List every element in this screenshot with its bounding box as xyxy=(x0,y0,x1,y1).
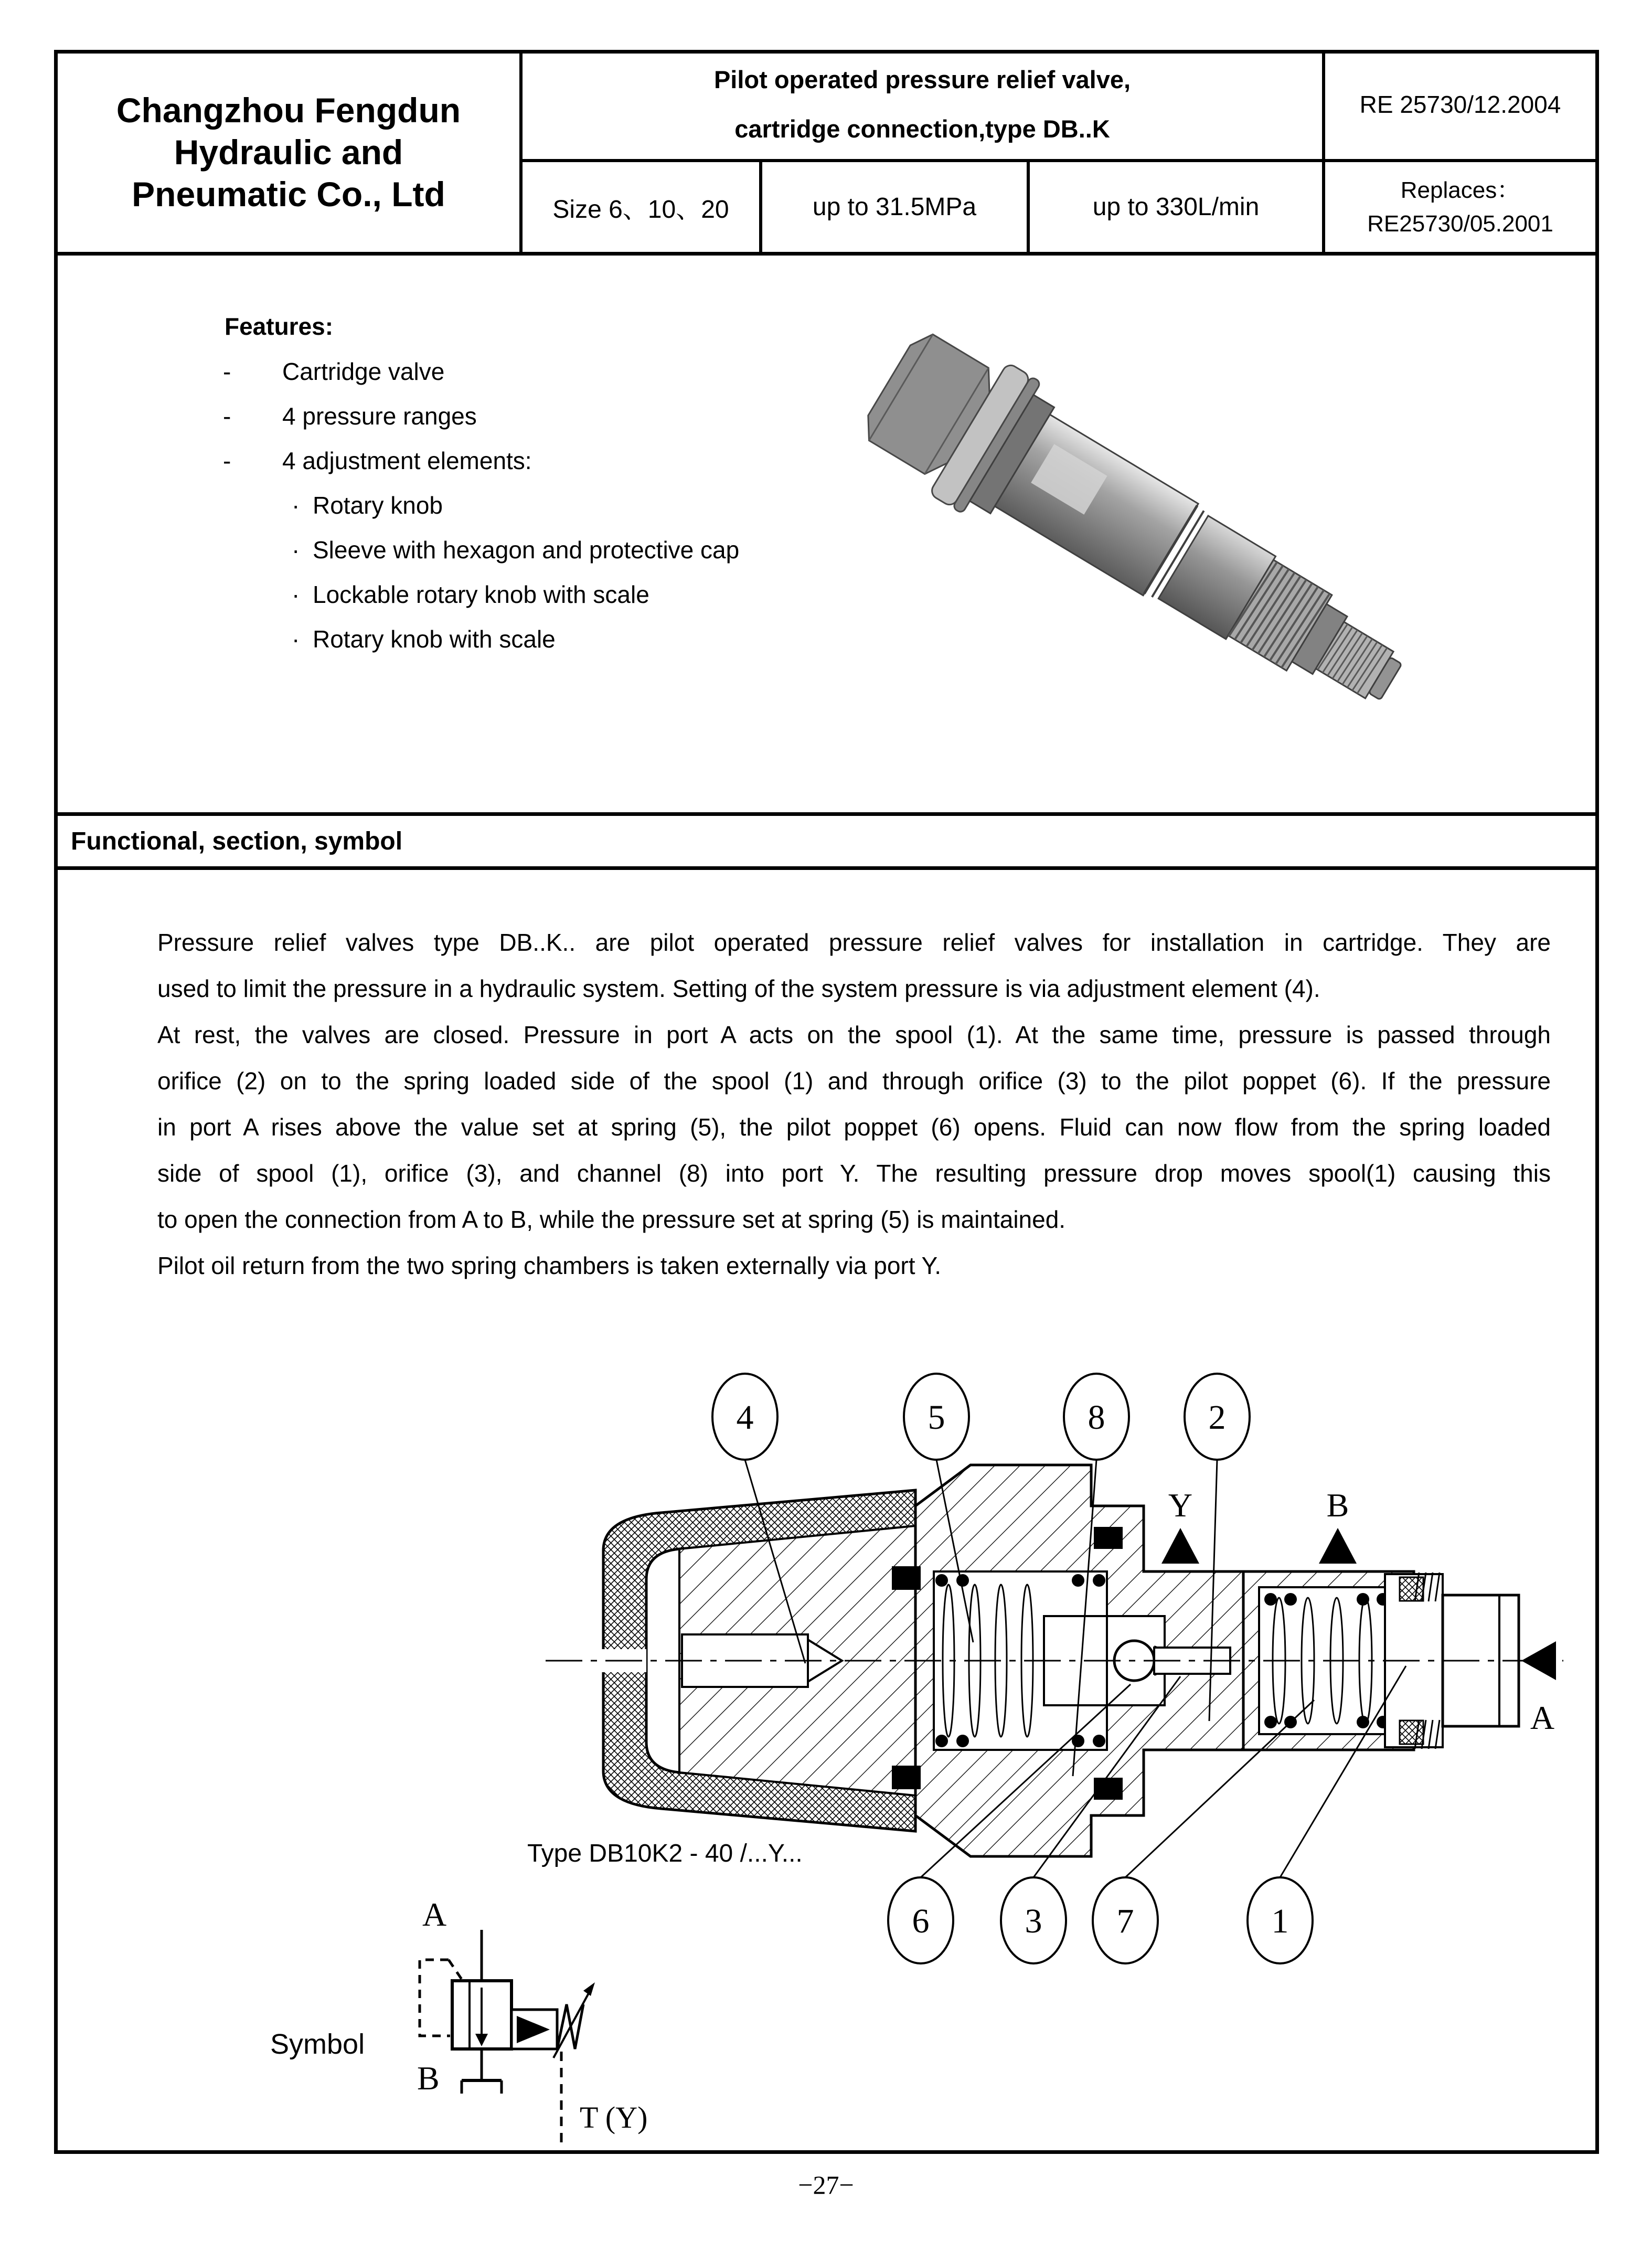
symbol-caption: Symbol xyxy=(270,2028,365,2060)
callout-label: 6 xyxy=(912,1902,930,1940)
callout-circles-bottom xyxy=(888,1877,1313,1963)
replaces-label: Replaces： xyxy=(1400,177,1520,203)
document-title xyxy=(523,50,1322,159)
symbol-port-a: A xyxy=(422,1896,447,1933)
body-line: At rest, the valves are closed. Pressure in port A acts on the spool (1). At the same time, pressure is passed through xyxy=(157,1021,1551,1048)
bullet-dot: · xyxy=(292,492,300,519)
adjust-arrow-line xyxy=(553,1988,592,2058)
replaces-number: RE25730/05.2001 xyxy=(1367,210,1553,237)
symbol-port-ty: T (Y) xyxy=(580,2100,648,2134)
page-number: −27− xyxy=(798,2170,854,2200)
port-a-arrow-icon xyxy=(1521,1641,1556,1680)
port-b-arrow-icon xyxy=(1319,1528,1357,1564)
doc-number: RE 25730/12.2004 xyxy=(1359,91,1561,118)
seal-ring xyxy=(1400,1577,1423,1601)
callout-label: 3 xyxy=(1025,1902,1042,1940)
callout-circles-top xyxy=(712,1374,1250,1460)
bullet-dash: - xyxy=(223,402,231,430)
title-line-2: cartridge connection,type DB..K xyxy=(734,115,1110,143)
product-photo xyxy=(839,315,1448,724)
feature-sub-item: Rotary knob with scale xyxy=(313,625,556,653)
section-heading: Functional, section, symbol xyxy=(71,827,403,855)
company-line-2: Hydraulic and xyxy=(174,133,403,172)
callout-label: 1 xyxy=(1271,1902,1289,1940)
spec-flow: up to 330L/min xyxy=(1092,193,1260,221)
tank-symbol-icon xyxy=(462,2080,502,2094)
feature-sub-item: Lockable rotary knob with scale xyxy=(313,581,649,608)
callout-label: 8 xyxy=(1088,1398,1105,1437)
company-line-3: Pneumatic Co., Ltd xyxy=(132,175,445,214)
adjust-arrowhead-icon xyxy=(583,1982,595,1996)
features-heading: Features: xyxy=(225,313,334,340)
company-name xyxy=(58,50,519,254)
type-designation: Type DB10K2 - 40 /...Y... xyxy=(527,1840,803,1867)
company-line-1: Changzhou Fengdun xyxy=(116,91,461,130)
feature-item: 4 pressure ranges xyxy=(282,402,477,430)
body-line: used to limit the pressure in a hydraulic system. Setting of the system pressure is via adjustment element (4). xyxy=(157,975,1320,1002)
port-y-arrow-icon xyxy=(1161,1528,1199,1564)
body-line: to open the connection from A to B, while the pressure set at spring (5) is maintained. xyxy=(157,1206,1066,1233)
port-y-label: Y xyxy=(1168,1486,1193,1524)
seal-ring xyxy=(1400,1720,1423,1744)
symbol-port-b: B xyxy=(417,2059,440,2097)
body-line: in port A rises above the value set at spring (5), the pilot poppet (6) opens. Fluid can now flow from the spring loaded xyxy=(157,1113,1551,1141)
section-header-band xyxy=(54,812,1599,870)
replaces-cell xyxy=(1325,162,1595,252)
port-a-label: A xyxy=(1530,1699,1555,1736)
spec-size: Size 6、10、20 xyxy=(552,196,729,224)
hydraulic-symbol xyxy=(236,1863,787,2178)
feature-item: Cartridge valve xyxy=(282,358,445,385)
bullet-dot: · xyxy=(292,625,300,653)
bullet-dash: - xyxy=(223,447,231,474)
callout-label: 7 xyxy=(1116,1902,1134,1940)
callout-label: 5 xyxy=(928,1398,945,1437)
body-line: Pilot oil return from the two spring chambers is taken externally via port Y. xyxy=(157,1252,941,1279)
feature-sub-item: Sleeve with hexagon and protective cap xyxy=(313,536,740,564)
spec-pressure: up to 31.5MPa xyxy=(812,193,977,221)
bullet-dash: - xyxy=(223,358,231,385)
feature-sub-item: Rotary knob xyxy=(313,492,443,519)
body-line: side of spool (1), orifice (3), and channel (8) into port Y. The resulting pressure drop moves spool(1) causing this xyxy=(157,1160,1551,1187)
body-line: Pressure relief valves type DB..K.. are pilot operated pressure relief valves for installation in cartridge. They are xyxy=(157,929,1551,956)
bullet-dot: · xyxy=(292,536,300,564)
port-b-label: B xyxy=(1326,1486,1349,1524)
title-line-1: Pilot operated pressure relief valve, xyxy=(713,66,1131,93)
bullet-dot: · xyxy=(292,581,300,608)
callout-label: 2 xyxy=(1208,1398,1226,1437)
callout-label: 4 xyxy=(736,1398,754,1437)
body-line: orifice (2) on to the spring loaded side of the spool (1) and through orifice (3) to the pilot poppet (6). If the pressure xyxy=(157,1067,1551,1095)
feature-item: 4 adjustment elements: xyxy=(282,447,532,474)
